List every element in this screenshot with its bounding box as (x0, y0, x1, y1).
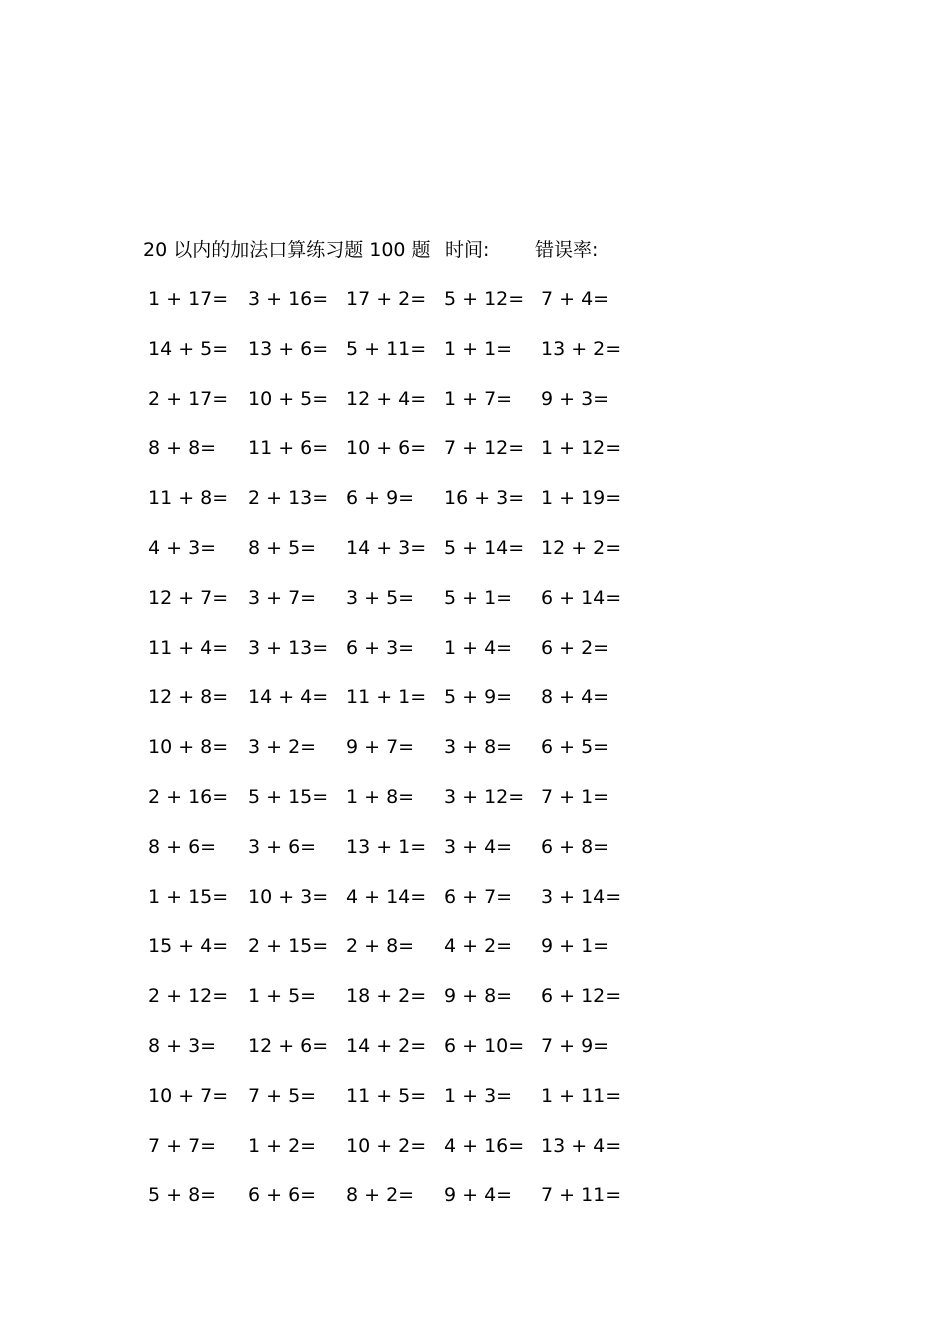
addition-problem: 8 + 6= (148, 835, 217, 858)
addition-problem: 12 + 7= (148, 586, 229, 609)
addition-problem: 9 + 4= (444, 1184, 513, 1207)
worksheet-title: 20 以内的加法口算练习题 100 题 (143, 239, 431, 261)
addition-problem: 3 + 13= (248, 636, 329, 659)
addition-problem: 11 + 4= (148, 636, 229, 659)
problem-row (0, 583, 950, 613)
addition-problem: 12 + 2= (541, 537, 622, 559)
problem-row (0, 284, 950, 314)
problem-row (0, 433, 950, 463)
problem-row (0, 384, 950, 414)
addition-problem: 2 + 13= (248, 487, 329, 510)
addition-problem: 16 + 3= (444, 487, 525, 510)
problem-row (0, 334, 950, 364)
addition-problem: 8 + 8= (148, 437, 217, 460)
addition-problem: 4 + 2= (444, 935, 513, 958)
addition-problem: 3 + 7= (248, 586, 317, 609)
addition-problem: 10 + 3= (248, 885, 329, 908)
addition-problem: 4 + 16= (444, 1134, 525, 1157)
addition-problem: 7 + 5= (248, 1084, 317, 1107)
addition-problem: 9 + 1= (541, 935, 610, 958)
addition-problem: 1 + 1= (444, 337, 513, 360)
addition-problem: 6 + 2= (541, 636, 610, 659)
addition-problem: 3 + 12= (444, 786, 525, 808)
addition-problem: 3 + 2= (248, 736, 317, 759)
addition-problem: 12 + 4= (346, 387, 427, 410)
addition-problem: 13 + 4= (541, 1134, 622, 1157)
addition-problem: 15 + 4= (148, 935, 229, 958)
addition-problem: 13 + 6= (248, 337, 329, 360)
addition-problem: 6 + 9= (346, 487, 415, 510)
addition-problem: 4 + 14= (346, 885, 427, 908)
addition-problem: 7 + 4= (541, 288, 610, 310)
addition-problem: 1 + 19= (541, 487, 622, 510)
addition-problem: 14 + 5= (148, 337, 229, 360)
addition-problem: 6 + 3= (346, 636, 415, 659)
addition-problem: 5 + 8= (148, 1184, 217, 1207)
addition-problem: 18 + 2= (346, 985, 427, 1008)
addition-problem: 2 + 16= (148, 786, 229, 808)
addition-problem: 17 + 2= (346, 288, 427, 310)
addition-problem: 9 + 8= (444, 985, 513, 1008)
addition-problem: 8 + 2= (346, 1184, 415, 1207)
addition-problem: 10 + 2= (346, 1134, 427, 1157)
problem-row (0, 682, 950, 712)
addition-problem: 5 + 14= (444, 537, 525, 559)
addition-problem: 1 + 12= (541, 437, 622, 460)
addition-problem: 7 + 11= (541, 1184, 622, 1207)
addition-problem: 1 + 5= (248, 985, 317, 1008)
problem-row (0, 882, 950, 912)
addition-problem: 7 + 9= (541, 1035, 610, 1057)
addition-problem: 13 + 1= (346, 835, 427, 858)
addition-problem: 7 + 1= (541, 786, 610, 808)
addition-problem: 7 + 12= (444, 437, 525, 460)
addition-problem: 13 + 2= (541, 337, 622, 360)
addition-problem: 2 + 17= (148, 387, 229, 410)
addition-problem: 4 + 3= (148, 537, 217, 559)
addition-problem: 12 + 8= (148, 686, 229, 709)
problem-row (0, 782, 950, 812)
addition-problem: 12 + 6= (248, 1035, 329, 1057)
addition-problem: 3 + 16= (248, 288, 329, 310)
addition-problem: 8 + 4= (541, 686, 610, 709)
problem-row (0, 1031, 950, 1061)
addition-problem: 5 + 12= (444, 288, 525, 310)
addition-problem: 14 + 3= (346, 537, 427, 559)
addition-problem: 9 + 7= (346, 736, 415, 759)
error-rate-label: 错误率: (535, 239, 599, 261)
addition-problem: 3 + 4= (444, 835, 513, 858)
addition-problem: 7 + 7= (148, 1134, 217, 1157)
addition-problem: 14 + 2= (346, 1035, 427, 1057)
problem-row (0, 981, 950, 1011)
addition-problem: 2 + 8= (346, 935, 415, 958)
addition-problem: 1 + 8= (346, 786, 415, 808)
addition-problem: 6 + 12= (541, 985, 622, 1008)
addition-problem: 3 + 6= (248, 835, 317, 858)
addition-problem: 1 + 15= (148, 885, 229, 908)
addition-problem: 10 + 5= (248, 387, 329, 410)
addition-problem: 6 + 10= (444, 1035, 525, 1057)
addition-problem: 3 + 8= (444, 736, 513, 759)
addition-problem: 14 + 4= (248, 686, 329, 709)
problem-row (0, 533, 950, 563)
addition-problem: 6 + 6= (248, 1184, 317, 1207)
addition-problem: 6 + 14= (541, 586, 622, 609)
addition-problem: 5 + 11= (346, 337, 427, 360)
problem-row (0, 1180, 950, 1210)
addition-problem: 6 + 7= (444, 885, 513, 908)
problem-row (0, 1081, 950, 1111)
addition-problem: 1 + 11= (541, 1084, 622, 1107)
addition-problem: 1 + 2= (248, 1134, 317, 1157)
problem-row (0, 483, 950, 513)
addition-problem: 6 + 5= (541, 736, 610, 759)
addition-problem: 1 + 3= (444, 1084, 513, 1107)
problem-row (0, 633, 950, 663)
problem-row (0, 931, 950, 961)
addition-problem: 9 + 3= (541, 387, 610, 410)
addition-problem: 1 + 17= (148, 288, 229, 310)
addition-problem: 11 + 6= (248, 437, 329, 460)
problem-row (0, 832, 950, 862)
addition-problem: 3 + 14= (541, 885, 622, 908)
addition-problem: 5 + 9= (444, 686, 513, 709)
addition-problem: 1 + 7= (444, 387, 513, 410)
addition-problem: 8 + 5= (248, 537, 317, 559)
problem-row (0, 1131, 950, 1161)
problem-row (0, 732, 950, 762)
addition-problem: 5 + 15= (248, 786, 329, 808)
addition-problem: 8 + 3= (148, 1035, 217, 1057)
addition-problem: 5 + 1= (444, 586, 513, 609)
addition-problem: 11 + 8= (148, 487, 229, 510)
addition-problem: 2 + 15= (248, 935, 329, 958)
addition-problem: 11 + 5= (346, 1084, 427, 1107)
addition-problem: 6 + 8= (541, 835, 610, 858)
addition-problem: 11 + 1= (346, 686, 427, 709)
addition-problem: 10 + 6= (346, 437, 427, 460)
addition-problem: 3 + 5= (346, 586, 415, 609)
addition-problem: 10 + 7= (148, 1084, 229, 1107)
addition-problem: 2 + 12= (148, 985, 229, 1008)
addition-problem: 10 + 8= (148, 736, 229, 759)
time-label: 时间: (445, 239, 490, 261)
addition-problem: 1 + 4= (444, 636, 513, 659)
